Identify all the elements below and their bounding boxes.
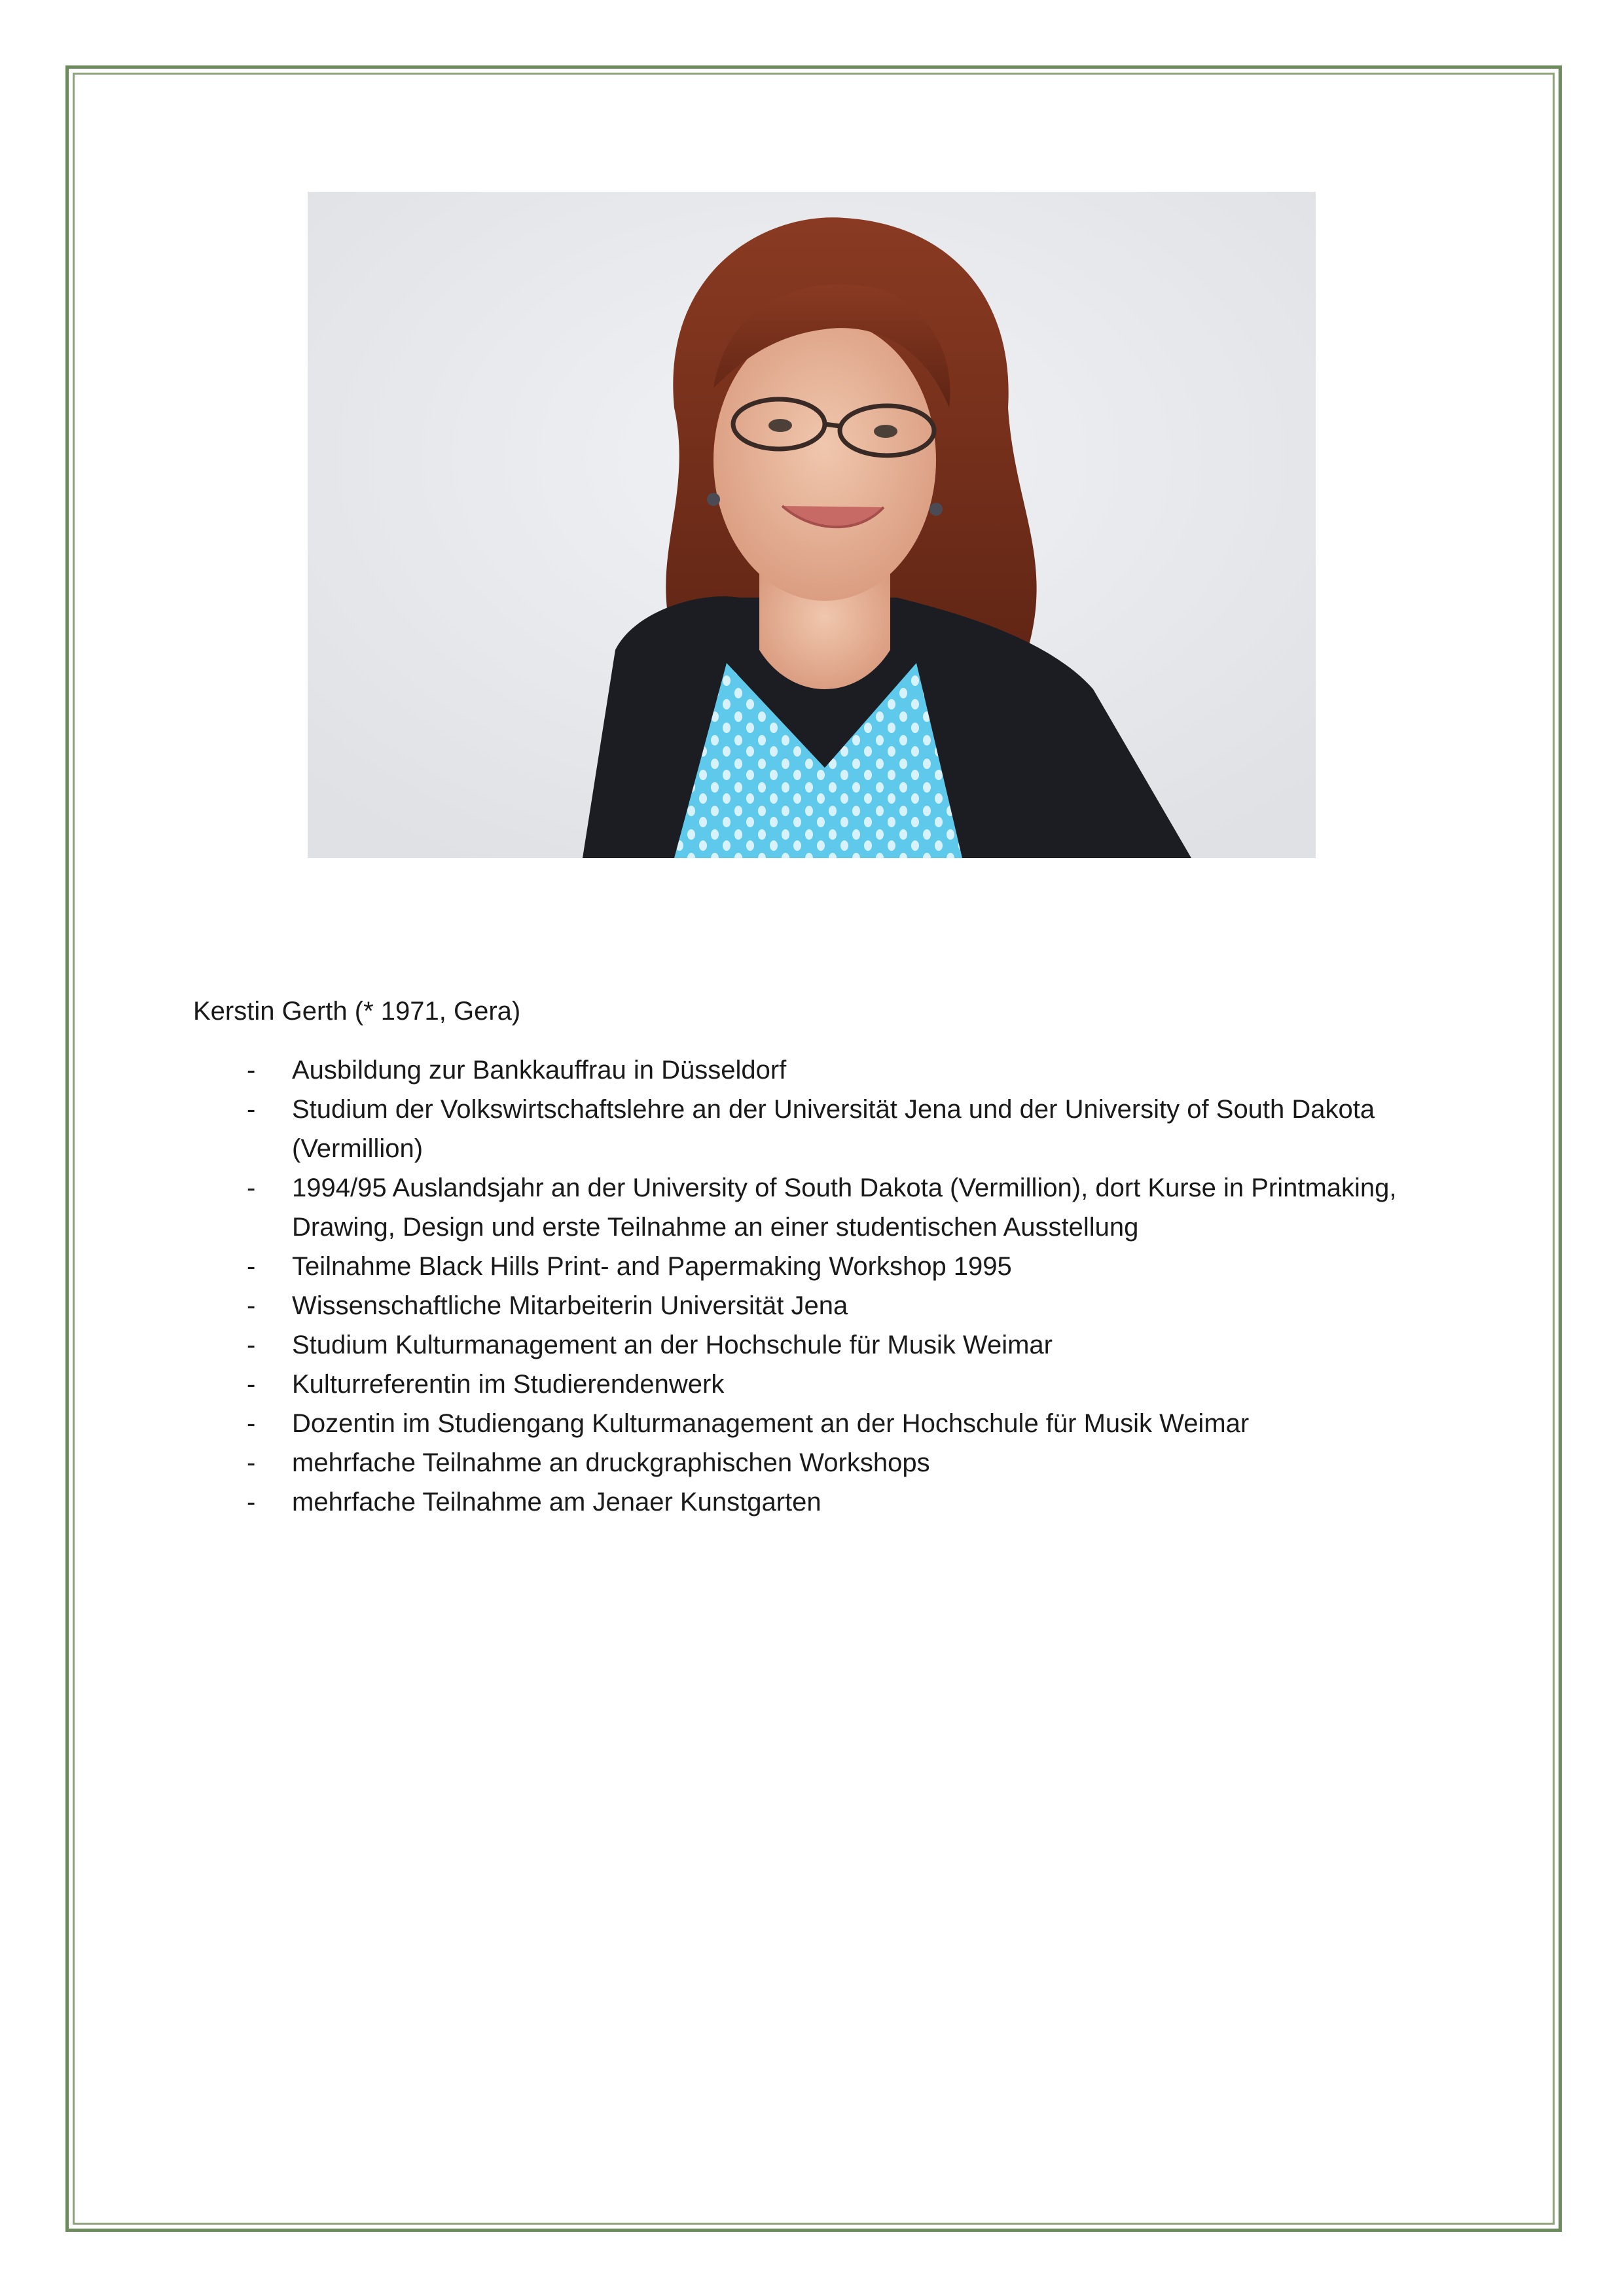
- list-item-text: Wissenschaftliche Mitarbeiterin Universität Jena: [292, 1291, 848, 1320]
- list-item-text: Dozentin im Studiengang Kulturmanagement an der Hochschule für Musik Weimar: [292, 1409, 1250, 1438]
- list-item-text: Kulturreferentin im Studierendenwerk: [292, 1370, 725, 1399]
- list-item-text: mehrfache Teilnahme an druckgraphischen Workshops: [292, 1448, 930, 1477]
- list-item: [193, 1365, 1437, 1404]
- bullet-dash: -: [247, 1370, 256, 1399]
- list-item: [193, 1325, 1437, 1365]
- bullet-dash: -: [247, 1409, 256, 1438]
- list-item-text: Ausbildung zur Bankkauffrau in Düsseldorf: [292, 1056, 787, 1085]
- list-item: [193, 1090, 1437, 1168]
- list-item-text: Studium der Volkswirtschaftslehre an der Universität Jena und der University of South Dakota (Vermillion): [292, 1095, 1375, 1163]
- bullet-dash: -: [247, 1291, 256, 1320]
- list-item: [193, 1247, 1437, 1286]
- bullet-dash: -: [247, 1448, 256, 1477]
- bullet-dash: -: [247, 1056, 256, 1085]
- list-item-text: Teilnahme Black Hills Print- and Papermaking Workshop 1995: [292, 1252, 1012, 1281]
- biography-list: [193, 1050, 1437, 1522]
- bullet-dash: -: [247, 1252, 256, 1281]
- list-item: [193, 1168, 1437, 1247]
- list-item-text: mehrfache Teilnahme am Jenaer Kunstgarten: [292, 1488, 821, 1516]
- bullet-dash: -: [247, 1174, 256, 1202]
- list-item-text: Studium Kulturmanagement an der Hochschule für Musik Weimar: [292, 1331, 1053, 1359]
- list-item: [193, 1443, 1437, 1482]
- bullet-dash: -: [247, 1095, 256, 1124]
- bullet-dash: -: [247, 1488, 256, 1516]
- list-item: [193, 1404, 1437, 1443]
- bullet-dash: -: [247, 1331, 256, 1359]
- list-item-text: 1994/95 Auslandsjahr an der University of South Dakota (Vermillion), dort Kurse in Printmaking, Drawing, Design und erste Teilnahme an einer studentischen Ausstellung: [292, 1174, 1397, 1242]
- list-item: [193, 1286, 1437, 1325]
- portrait-illustration: [308, 192, 1316, 858]
- list-item: [193, 1050, 1437, 1090]
- biography-name-line: Kerstin Gerth (* 1971, Gera): [193, 997, 521, 1026]
- portrait-photo: [308, 192, 1316, 858]
- list-item: [193, 1482, 1437, 1522]
